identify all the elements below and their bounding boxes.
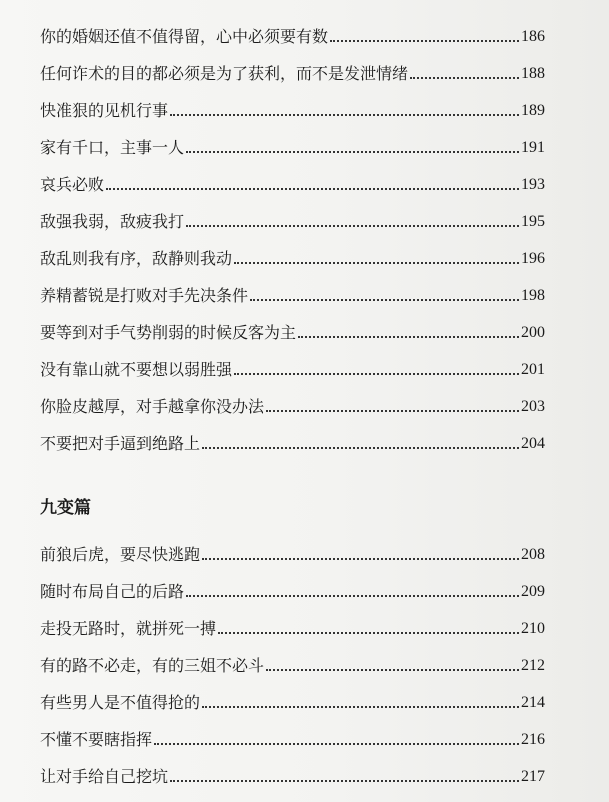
toc-leader-dots	[234, 373, 519, 375]
toc-entry	[40, 84, 545, 121]
toc-entry	[40, 528, 545, 565]
toc-entry-title: 家有千口，主事一人	[40, 138, 185, 157]
toc-leader-dots	[154, 743, 519, 745]
toc-leader-dots	[202, 447, 519, 449]
toc-entry-title: 让对手给自己挖坑	[40, 767, 169, 786]
toc-entry	[40, 639, 545, 676]
toc-entry-page: 209	[521, 583, 545, 600]
toc-entry-title: 敌乱则我有序，敌静则我动	[40, 249, 233, 268]
toc-leader-dots	[202, 706, 519, 708]
toc-entry	[40, 417, 545, 454]
toc-entry-title: 你的婚姻还值不值得留，心中必须要有数	[40, 27, 329, 46]
toc-entry	[40, 343, 545, 380]
toc-leader-dots	[186, 225, 519, 227]
toc-leader-dots	[266, 410, 519, 412]
toc-entry-title: 不要把对手逼到绝路上	[40, 434, 201, 453]
toc-entry-title: 哀兵必败	[40, 175, 105, 194]
toc-entry-title: 走投无路时，就拼死一搏	[40, 619, 217, 638]
toc-entry-title: 不懂不要瞎指挥	[40, 730, 153, 749]
toc-entry-page: 208	[521, 546, 545, 563]
toc-entry-page: 186	[521, 28, 545, 45]
toc-entry-page: 217	[521, 768, 545, 785]
toc-list-part1	[40, 10, 545, 454]
toc-entry	[40, 306, 545, 343]
toc-leader-dots	[170, 114, 519, 116]
toc-entry-page: 198	[521, 287, 545, 304]
toc-entry	[40, 195, 545, 232]
toc-entry-page: 203	[521, 398, 545, 415]
toc-entry	[40, 121, 545, 158]
toc-entry-page: 214	[521, 694, 545, 711]
toc-entry-title: 前狼后虎，要尽快逃跑	[40, 545, 201, 564]
toc-leader-dots	[298, 336, 519, 338]
toc-entry-page: 195	[521, 213, 545, 230]
toc-entry-title: 敌强我弱，敌疲我打	[40, 212, 185, 231]
toc-entry-title: 有些男人是不值得抢的	[40, 693, 201, 712]
toc-entry	[40, 232, 545, 269]
toc-entry-title: 养精蓄锐是打败对手先决条件	[40, 286, 249, 305]
toc-entry-title: 要等到对手气势削弱的时候反客为主	[40, 323, 297, 342]
toc-entry-title: 任何诈术的目的都必须是为了获利，而不是发泄情绪	[40, 64, 409, 83]
toc-entry-page: 212	[521, 657, 545, 674]
toc-leader-dots	[202, 558, 519, 560]
toc-entry-page: 200	[521, 324, 545, 341]
toc-entry	[40, 565, 545, 602]
toc-entry-page: 196	[521, 250, 545, 267]
toc-entry-page: 191	[521, 139, 545, 156]
toc-entry-page: 193	[521, 176, 545, 193]
toc-leader-dots	[330, 40, 519, 42]
toc-entry	[40, 602, 545, 639]
toc-leader-dots	[266, 669, 519, 671]
toc-entry	[40, 10, 545, 47]
toc-leader-dots	[410, 77, 519, 79]
toc-entry-title: 你脸皮越厚，对手越拿你没办法	[40, 397, 265, 416]
toc-entry	[40, 750, 545, 787]
toc-entry-page: 210	[521, 620, 545, 637]
toc-entry-title: 有的路不必走，有的三姐不必斗	[40, 656, 265, 675]
section-heading: 九变篇	[40, 498, 91, 518]
toc-entry	[40, 47, 545, 84]
toc-leader-dots	[186, 595, 519, 597]
toc-leader-dots	[170, 780, 519, 782]
toc-entry-title: 没有靠山就不要想以弱胜强	[40, 360, 233, 379]
toc-entry-page: 216	[521, 731, 545, 748]
toc-list-part2	[40, 528, 545, 787]
toc-entry	[40, 380, 545, 417]
toc-entry-page: 201	[521, 361, 545, 378]
toc-entry	[40, 158, 545, 195]
toc-entry	[40, 713, 545, 750]
toc-entry-title: 随时布局自己的后路	[40, 582, 185, 601]
toc-leader-dots	[106, 188, 519, 190]
toc-leader-dots	[186, 151, 519, 153]
toc-leader-dots	[234, 262, 519, 264]
toc-entry	[40, 269, 545, 306]
toc-entry-title: 快准狠的见机行事	[40, 101, 169, 120]
toc-entry-page: 188	[521, 65, 545, 82]
toc-leader-dots	[218, 632, 519, 634]
toc-leader-dots	[250, 299, 519, 301]
toc-entry-page: 189	[521, 102, 545, 119]
toc-entry	[40, 676, 545, 713]
toc-entry-page: 204	[521, 435, 545, 452]
